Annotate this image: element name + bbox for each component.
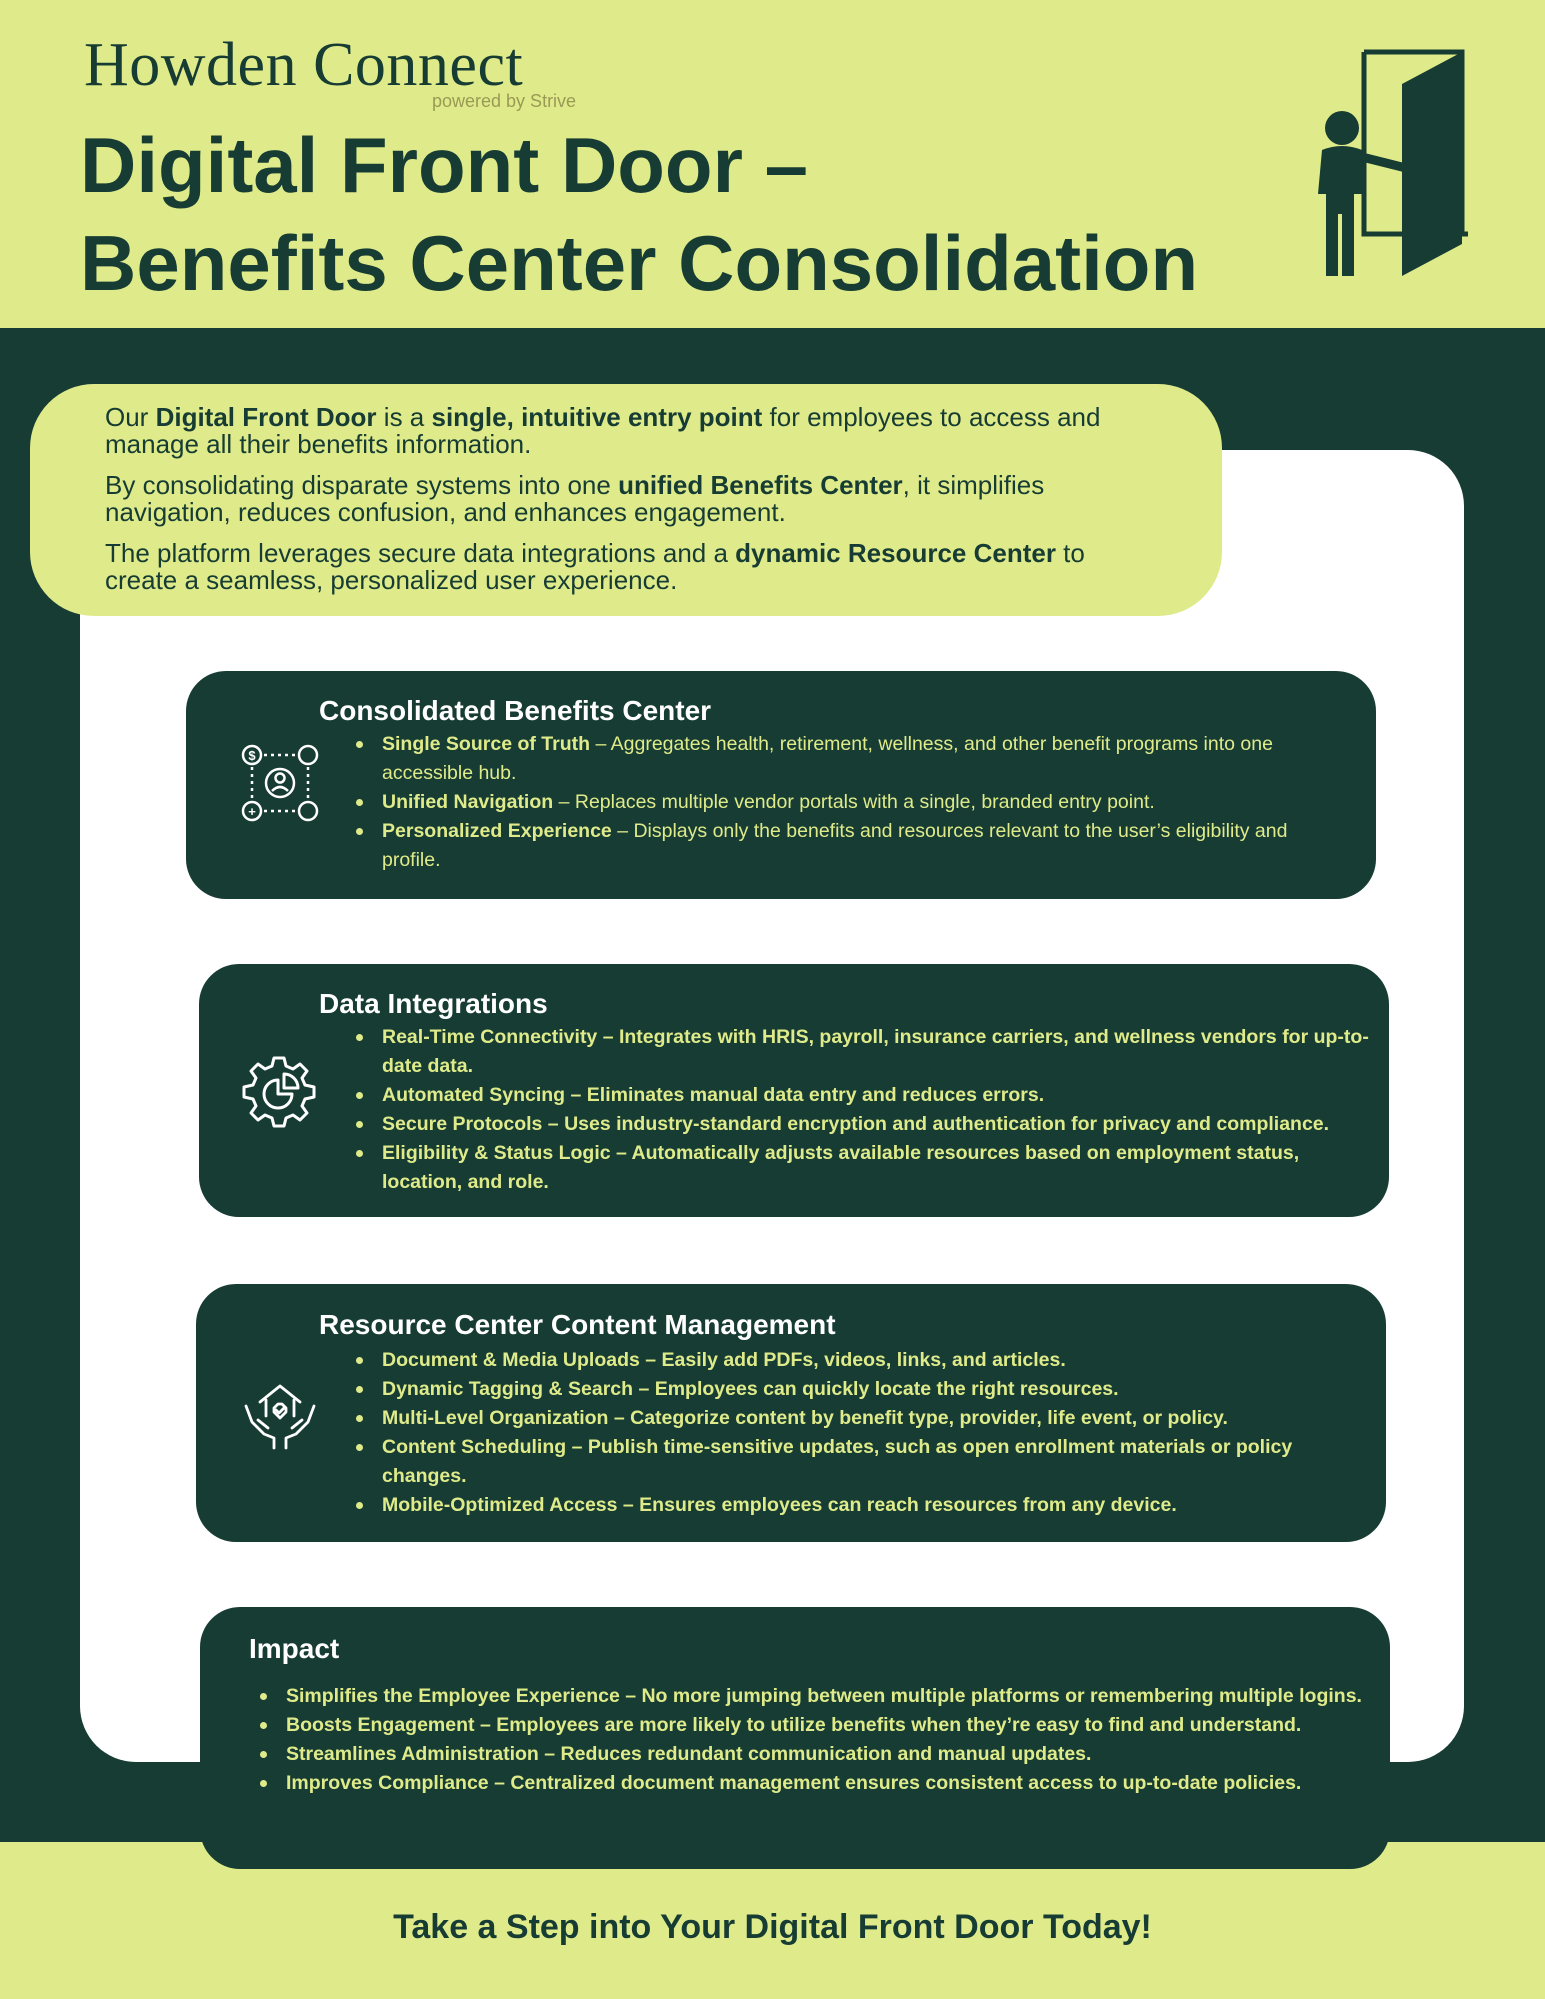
- header: [0, 0, 1545, 328]
- list-item: Real-Time Connectivity – Integrates with HRIS, payroll, insurance carriers, and wellness vendors for up-to-date data.: [382, 1023, 1372, 1081]
- benefits-hub-icon: [238, 741, 322, 825]
- list-item: Boosts Engagement – Employees are more likely to utilize benefits when they’re easy to find and understand.: [286, 1711, 1376, 1740]
- list-item: Secure Protocols – Uses industry-standard encryption and authentication for privacy and compliance.: [382, 1110, 1372, 1139]
- page-title: [80, 116, 1198, 312]
- intro-paragraph-1: Our Digital Front Door is a single, intuitive entry point for employees to access and manage all their benefits information.: [105, 402, 1101, 459]
- svg-text:$: $: [248, 748, 256, 763]
- list-item: Personalized Experience – Displays only the benefits and resources relevant to the user’s eligibility and profile.: [382, 817, 1342, 875]
- hands-house-icon: [238, 1372, 322, 1456]
- list-item: Mobile-Optimized Access – Ensures employees can reach resources from any device.: [382, 1491, 1367, 1520]
- brand-logo: Howden Connect: [84, 31, 524, 99]
- list-item: Multi-Level Organization – Categorize content by benefit type, provider, life event, or policy.: [382, 1404, 1367, 1433]
- card-impact: [200, 1607, 1390, 1869]
- list-item: Dynamic Tagging & Search – Employees can quickly locate the right resources.: [382, 1375, 1367, 1404]
- person-opening-door-icon: [1304, 44, 1478, 284]
- title-line-1: Digital Front Door –: [80, 121, 808, 209]
- title-line-2: Benefits Center Consolidation: [80, 219, 1199, 307]
- card-title: Data Integrations: [319, 988, 548, 1019]
- list-item: Streamlines Administration – Reduces redundant communication and manual updates.: [286, 1740, 1376, 1769]
- card-title: Impact: [249, 1633, 340, 1664]
- gear-chart-icon: [238, 1050, 322, 1134]
- intro-paragraph-2: By consolidating disparate systems into one unified Benefits Center, it simplifies navigation, reduces confusion, and enhances engagement.: [105, 470, 1045, 527]
- card-consolidated-benefits: [186, 671, 1376, 899]
- list-item: Unified Navigation – Replaces multiple vendor portals with a single, branded entry point.: [382, 788, 1342, 817]
- card-list: [382, 1346, 1367, 1520]
- call-to-action: Take a Step into Your Digital Front Door Today!: [393, 1908, 1152, 1946]
- card-list: [382, 1023, 1372, 1197]
- list-item: Simplifies the Employee Experience – No more jumping between multiple platforms or remembering multiple logins.: [286, 1682, 1376, 1711]
- card-resource-center: [196, 1284, 1386, 1542]
- list-item: Eligibility & Status Logic – Automatically adjusts available resources based on employment status, location, and role.: [382, 1139, 1372, 1197]
- svg-text:+: +: [248, 804, 256, 819]
- card-title: Resource Center Content Management: [319, 1309, 836, 1340]
- list-item: Content Scheduling – Publish time-sensitive updates, such as open enrollment materials or policy changes.: [382, 1433, 1367, 1491]
- intro-box: [30, 384, 1222, 616]
- intro-paragraph-3: The platform leverages secure data integrations and a dynamic Resource Center to create a seamless, personalized user experience.: [105, 538, 1085, 595]
- card-title: Consolidated Benefits Center: [319, 695, 712, 726]
- brand-tagline: powered by Strive: [432, 91, 577, 111]
- list-item: Improves Compliance – Centralized document management ensures consistent access to up-to-date policies.: [286, 1769, 1376, 1798]
- card-list: [286, 1682, 1376, 1798]
- list-item: Single Source of Truth – Aggregates health, retirement, wellness, and other benefit programs into one accessible hub.: [382, 730, 1342, 788]
- list-item: Document & Media Uploads – Easily add PDFs, videos, links, and articles.: [382, 1346, 1367, 1375]
- card-data-integrations: [199, 964, 1389, 1217]
- list-item: Automated Syncing – Eliminates manual data entry and reduces errors.: [382, 1081, 1372, 1110]
- card-list: [382, 730, 1342, 875]
